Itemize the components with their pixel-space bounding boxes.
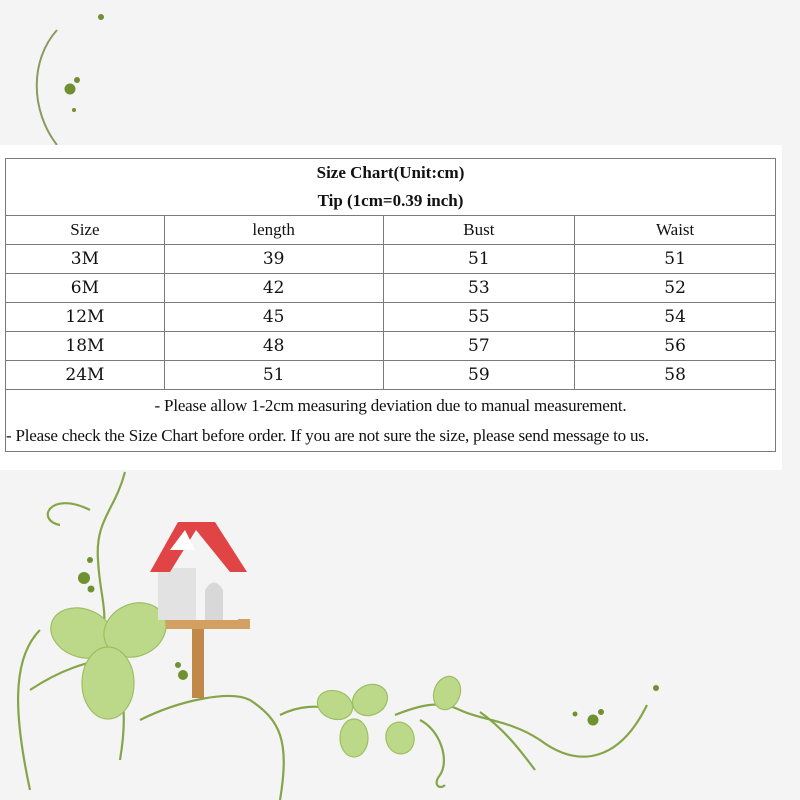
chart-tip: Tip (1cm=0.39 inch) bbox=[317, 191, 464, 210]
waist-cell: 58 bbox=[575, 361, 776, 390]
size-cell: 24M bbox=[6, 361, 165, 390]
bust-cell: 57 bbox=[383, 332, 575, 361]
table-row bbox=[6, 274, 776, 303]
column-header-size: Size bbox=[6, 216, 165, 245]
waist-cell: 52 bbox=[575, 274, 776, 303]
table-title bbox=[6, 159, 776, 216]
length-cell: 45 bbox=[164, 303, 383, 332]
length-cell: 48 bbox=[164, 332, 383, 361]
table-row bbox=[6, 245, 776, 274]
notes-cell bbox=[6, 390, 776, 452]
vine-birdhouse-decoration bbox=[0, 470, 800, 800]
bust-cell: 53 bbox=[383, 274, 575, 303]
bust-cell: 55 bbox=[383, 303, 575, 332]
size-chart-table bbox=[5, 158, 776, 452]
bust-cell: 51 bbox=[383, 245, 575, 274]
header-row bbox=[6, 216, 776, 245]
notes-row bbox=[6, 390, 776, 452]
note-check-size: - Please check the Size Chart before order. If you are not sure the size, please send message to us. bbox=[6, 425, 649, 445]
vine-decoration-top bbox=[0, 0, 200, 150]
column-header-bust: Bust bbox=[383, 216, 575, 245]
size-cell: 18M bbox=[6, 332, 165, 361]
waist-cell: 56 bbox=[575, 332, 776, 361]
size-cell: 12M bbox=[6, 303, 165, 332]
length-cell: 42 bbox=[164, 274, 383, 303]
table-row bbox=[6, 332, 776, 361]
bust-cell: 59 bbox=[383, 361, 575, 390]
length-cell: 51 bbox=[164, 361, 383, 390]
column-header-length: length bbox=[164, 216, 383, 245]
waist-cell: 54 bbox=[575, 303, 776, 332]
waist-cell: 51 bbox=[575, 245, 776, 274]
chart-title: Size Chart(Unit:cm) bbox=[316, 163, 465, 182]
title-row bbox=[6, 159, 776, 216]
length-cell: 39 bbox=[164, 245, 383, 274]
size-cell: 3M bbox=[6, 245, 165, 274]
size-cell: 6M bbox=[6, 274, 165, 303]
table-row bbox=[6, 303, 776, 332]
table-row bbox=[6, 361, 776, 390]
column-header-waist: Waist bbox=[575, 216, 776, 245]
note-deviation: - Please allow 1-2cm measuring deviation due to manual measurement. bbox=[154, 395, 627, 415]
